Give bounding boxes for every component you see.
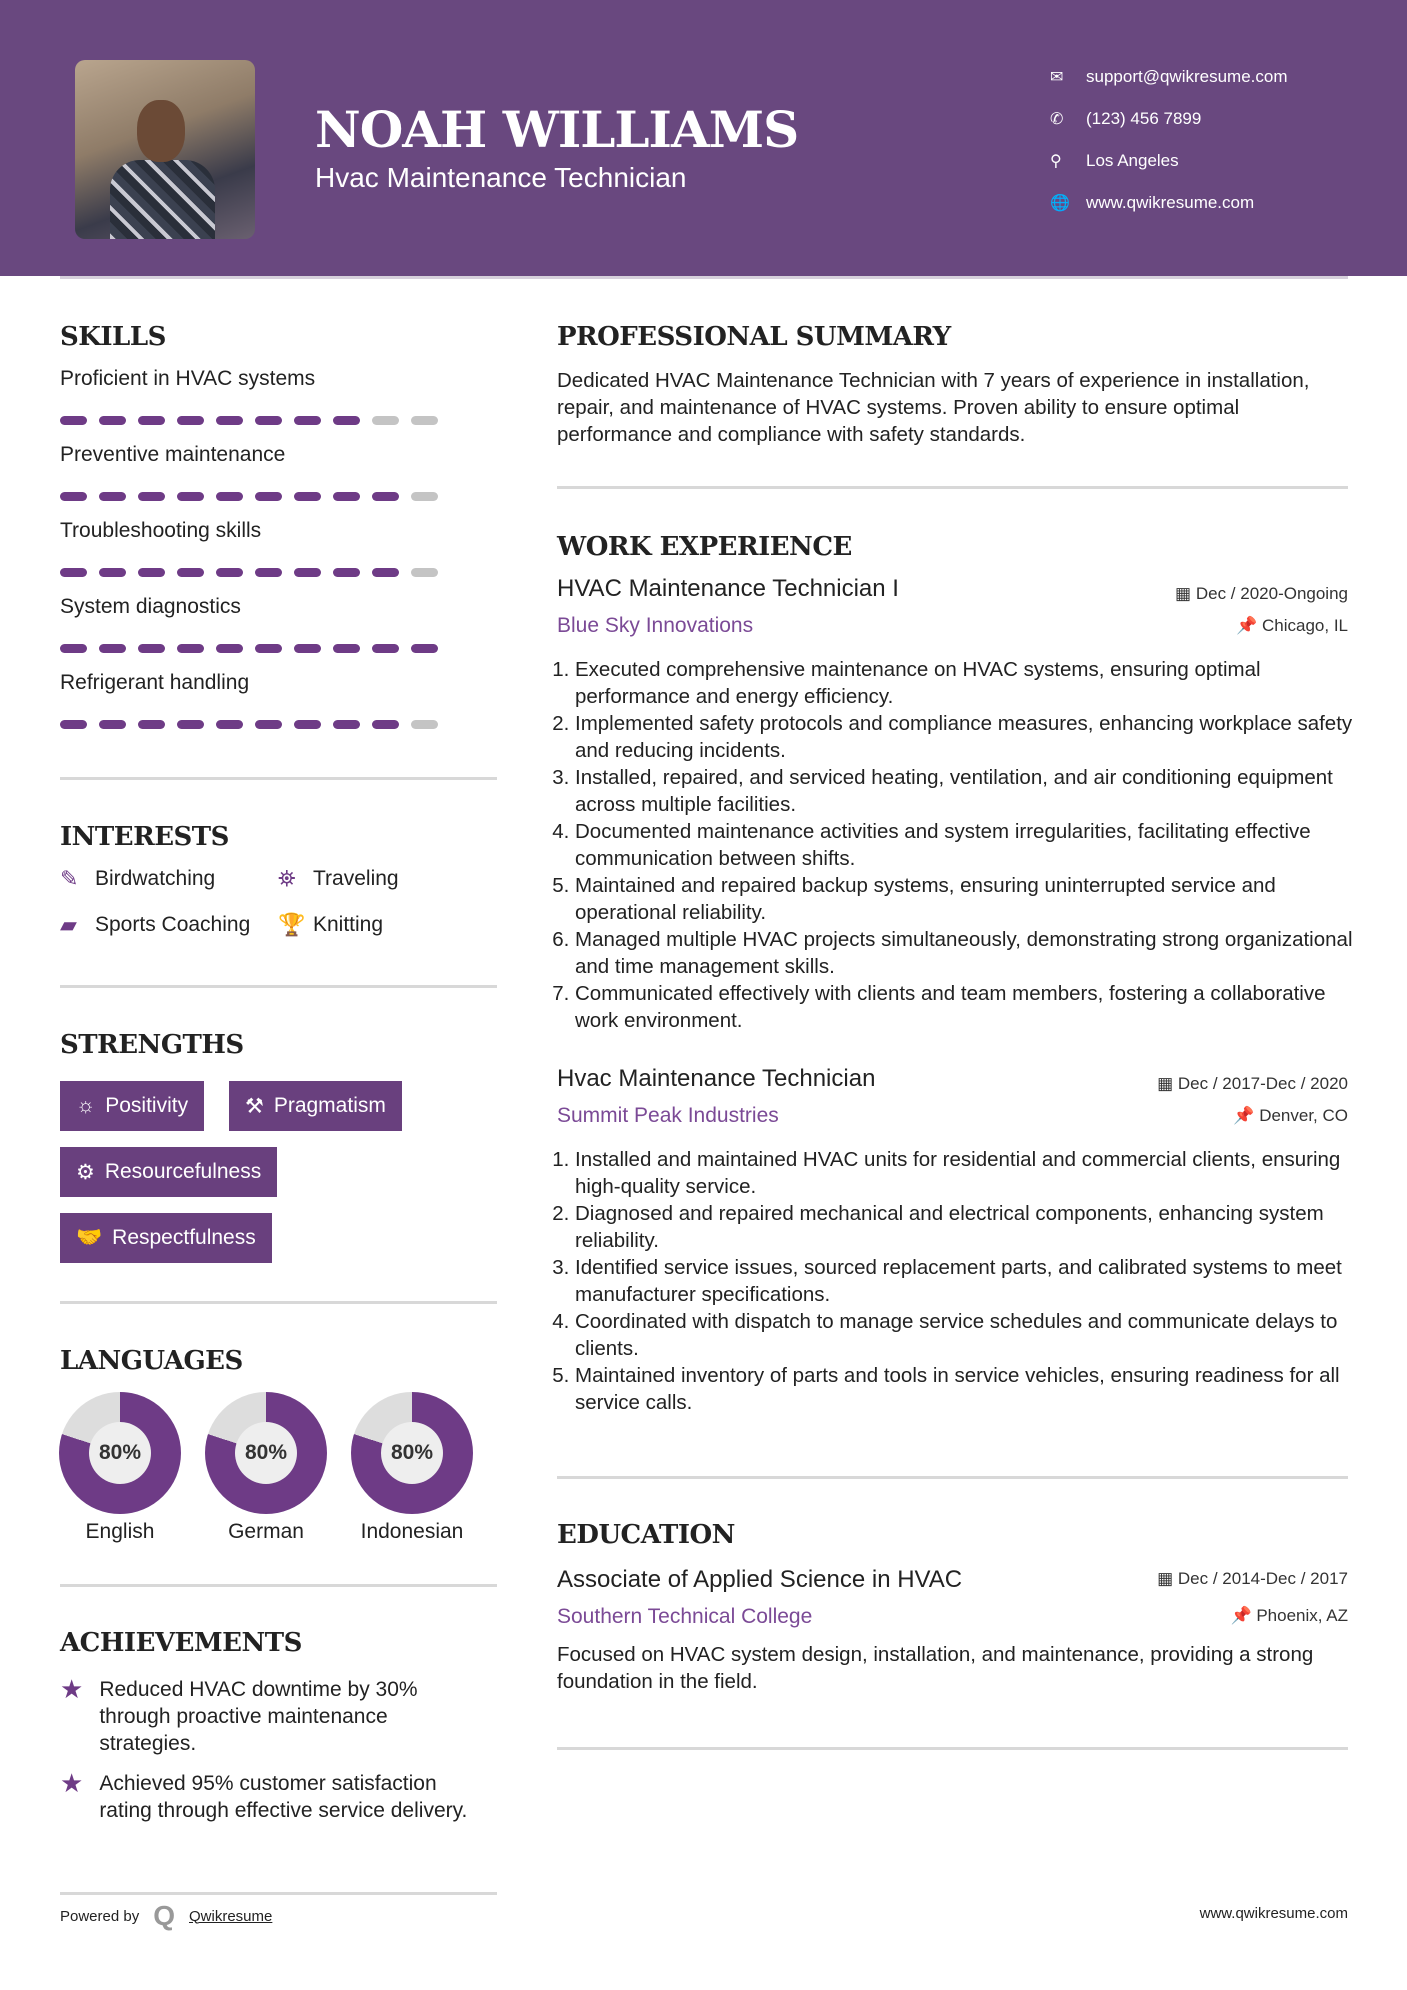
skill-level-dot [294,720,321,729]
skill-label: System diagnostics [60,595,241,618]
degree: Associate of Applied Science in HVAC [557,1566,963,1593]
profile-photo [75,60,255,239]
calendar-icon: ▦ [1175,584,1196,603]
qwikresume-logo-icon: Q [153,1900,175,1931]
job-bullets [557,1146,1357,1416]
language-name: English [85,1520,155,1543]
job-bullet: 5. Maintained and repaired backup systems, ensuring uninterrupted service and operational reliability. [575,872,1357,926]
skill-level-dot [411,720,438,729]
language-percent: 80% [235,1422,297,1484]
phone: (123) 456 7899 [1086,109,1202,128]
languages-heading: LANGUAGES [60,1346,243,1376]
skill-level-dot [177,720,204,729]
pin-icon: 📌 [1236,616,1262,635]
job-title: HVAC Maintenance Technician I [557,575,899,602]
language-percent: 80% [89,1422,151,1484]
divider [557,1747,1348,1750]
contact-list [1050,56,1288,224]
briefcase-icon: ▰ [60,912,77,937]
skill-level-dot [255,568,282,577]
skill-level-dot [372,416,399,425]
sun-icon: ☼ [76,1094,96,1117]
divider [60,1301,497,1304]
job-location: 📌 Denver, CO [1233,1106,1348,1125]
trophy-icon: 🏆 [278,912,306,937]
achievement-item: ★ Reduced HVAC downtime by 30% through proactive maintenance strategies. [60,1674,418,1755]
skill-level-dot [372,492,399,501]
skill-level-dot [138,720,165,729]
calendar-icon: ▦ [1157,1074,1178,1093]
skill-level-dot [60,492,87,501]
interest-item: ✎ Birdwatching [60,866,216,891]
divider [60,1892,497,1895]
education-location: 📌 Phoenix, AZ [1230,1606,1348,1625]
interest-item: ⛯ Traveling [278,866,399,891]
star-icon: ★ [60,1674,84,1704]
skill-level-dot [99,568,126,577]
job-bullet: 5. Maintained inventory of parts and tools in service vehicles, ensuring readiness for all service calls. [575,1362,1357,1416]
skill-level-dot [216,568,243,577]
skill-level-dot [294,492,321,501]
language-item [59,1392,181,1544]
strength-tag: ⚒ Pragmatism [229,1081,402,1131]
language-progress-ring [205,1392,327,1514]
interests-heading: INTERESTS [60,822,229,852]
company-name: Summit Peak Industries [557,1104,779,1127]
skill-level-dot [333,568,360,577]
binoculars-icon: ⛯ [278,866,296,891]
job-bullet: 2. Implemented safety protocols and compliance measures, enhancing workplace safety and reducing incidents. [575,710,1357,764]
website[interactable]: www.qwikresume.com [1086,193,1255,212]
skill-level-dot [99,492,126,501]
language-item [351,1392,473,1544]
divider [557,1476,1348,1479]
skill-level-dot [333,416,360,425]
job-dates: ▦ Dec / 2020-Ongoing [1175,584,1348,603]
job-bullet: 7. Communicated effectively with clients and team members, fostering a collaborative work environment. [575,980,1357,1034]
candidate-title: Hvac Maintenance Technician [315,162,687,193]
skill-level-dot [294,644,321,653]
skill-level-dot [216,416,243,425]
skill-level-dot [177,416,204,425]
job-location: 📌 Chicago, IL [1236,616,1348,635]
job-dates: ▦ Dec / 2017-Dec / 2020 [1157,1074,1348,1093]
education-dates: ▦ Dec / 2014-Dec / 2017 [1157,1569,1348,1588]
summary-text: Dedicated HVAC Maintenance Technician with 7 years of experience in installation, repair, and maintenance of HVAC systems. Proven ability to ensure optimal performance and compliance with safety standards. [557,369,1310,446]
divider [60,985,497,988]
globe-icon: 🌐 [1050,195,1070,212]
skill-level-dot [372,644,399,653]
skill-label: Troubleshooting skills [60,519,262,542]
skill-level-dot [177,568,204,577]
skill-level-dot [255,492,282,501]
edit-icon: ✎ [60,866,79,891]
pin-icon: 📌 [1233,1106,1260,1125]
skill-level-dot [333,720,360,729]
summary-heading: PROFESSIONAL SUMMARY [557,322,951,352]
skill-level-dot [177,644,204,653]
strength-tag: ☼ Positivity [60,1081,204,1131]
divider [60,1584,497,1587]
handshake-icon: 🤝 [76,1226,103,1249]
school: Southern Technical College [557,1605,813,1628]
skill-level-dot [372,720,399,729]
skill-level-dot [294,568,321,577]
skill-level-dot [138,492,165,501]
location: Los Angeles [1086,151,1179,170]
education-text: Focused on HVAC system design, installation, and maintenance, providing a strong foundation in the field. [557,1643,1314,1693]
job-title: Hvac Maintenance Technician [557,1065,876,1092]
education-heading: EDUCATION [557,1520,735,1550]
strength-tag: 🤝 Respectfulness [60,1213,272,1263]
skill-level-dot [99,720,126,729]
skill-level-dot [216,644,243,653]
skill-level-dot [372,568,399,577]
job-bullet: 1. Installed and maintained HVAC units for residential and commercial clients, ensuring high-quality service. [575,1146,1357,1200]
skill-level-dot [333,492,360,501]
skill-level-dot [411,568,438,577]
skill-level-bar [60,416,438,425]
job-bullet: 4. Documented maintenance activities and system irregularities, facilitating effective communication between shifts. [575,818,1357,872]
footer-website[interactable]: www.qwikresume.com [1199,1905,1348,1922]
skill-level-bar [60,720,438,729]
powered-by: Powered by Q Qwikresume [60,1900,273,1931]
job-bullet: 2. Diagnosed and repaired mechanical and electrical components, enhancing system reliability. [575,1200,1357,1254]
skill-level-dot [333,644,360,653]
skills-heading: SKILLS [60,322,166,352]
interest-item: 🏆 Knitting [278,912,384,937]
skill-level-dot [138,568,165,577]
job-bullet: 3. Identified service issues, sourced replacement parts, and calibrated systems to meet manufacturer specifications. [575,1254,1357,1308]
skill-level-dot [255,720,282,729]
achievement-item: ★ Achieved 95% customer satisfaction rating through effective service delivery. [60,1768,468,1822]
skill-level-dot [216,492,243,501]
interest-item: ▰ Sports Coaching [60,912,251,937]
skill-label: Refrigerant handling [60,671,250,694]
skill-label: Proficient in HVAC systems [60,367,316,390]
header-divider [60,276,1348,279]
email[interactable]: support@qwikresume.com [1086,67,1288,86]
divider [557,486,1348,489]
job-bullet: 3. Installed, repaired, and serviced heating, ventilation, and air conditioning equipment across multiple facilities. [575,764,1357,818]
calendar-icon: ▦ [1157,1569,1178,1588]
skill-level-dot [60,568,87,577]
skill-level-bar [60,492,438,501]
skill-level-bar [60,644,438,653]
language-percent: 80% [381,1422,443,1484]
qwikresume-link[interactable]: Qwikresume [189,1907,273,1925]
skill-label: Preventive maintenance [60,443,286,466]
map-pin-icon: ⚲ [1050,153,1062,170]
skill-level-dot [411,492,438,501]
language-name: Indonesian [360,1520,464,1543]
divider [60,777,497,780]
pin-icon: 📌 [1230,1606,1257,1625]
skill-level-dot [138,416,165,425]
job-bullet: 6. Managed multiple HVAC projects simultaneously, demonstrating strong organizational and time management skills. [575,926,1357,980]
job-bullet: 4. Coordinated with dispatch to manage service schedules and communicate delays to clients. [575,1308,1357,1362]
skill-level-bar [60,568,438,577]
envelope-icon: ✉ [1050,69,1064,86]
language-progress-ring [59,1392,181,1514]
language-progress-ring [351,1392,473,1514]
job-bullet: 1. Executed comprehensive maintenance on HVAC systems, ensuring optimal performance and energy efficiency. [575,656,1357,710]
strength-tag: ⚙ Resourcefulness [60,1147,277,1197]
job-bullets [557,656,1357,1034]
candidate-name: NOAH WILLIAMS [315,100,799,159]
skill-level-dot [60,644,87,653]
skill-level-dot [99,416,126,425]
skill-level-dot [177,492,204,501]
gears-icon: ⚙ [76,1160,95,1184]
language-item [205,1392,327,1544]
hammer-icon: ⚒ [245,1094,264,1118]
skill-level-dot [138,644,165,653]
skill-level-dot [60,416,87,425]
skill-level-dot [255,644,282,653]
skill-level-dot [99,644,126,653]
experience-heading: WORK EXPERIENCE [557,532,852,562]
achievements-heading: ACHIEVEMENTS [60,1628,302,1658]
star-icon: ★ [60,1768,84,1798]
phone-icon: ✆ [1050,111,1064,128]
strengths-heading: STRENGTHS [60,1030,244,1060]
skill-level-dot [411,644,438,653]
skill-level-dot [294,416,321,425]
company-name: Blue Sky Innovations [557,614,754,637]
skill-level-dot [216,720,243,729]
skill-level-dot [255,416,282,425]
language-name: German [228,1520,304,1543]
skill-level-dot [60,720,87,729]
skill-level-dot [411,416,438,425]
